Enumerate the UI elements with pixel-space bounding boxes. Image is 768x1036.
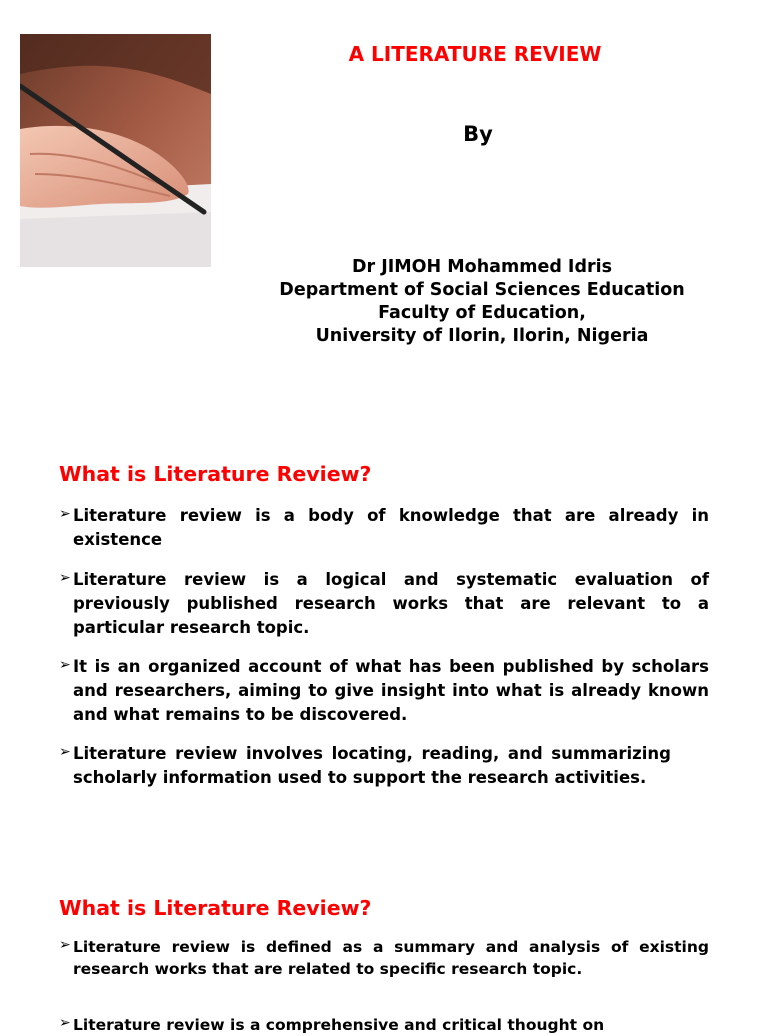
author-block <box>240 256 724 348</box>
writing-hand-image <box>20 34 211 267</box>
arrow-bullet-icon: ➢ <box>59 570 71 586</box>
bullet-item <box>59 1014 709 1036</box>
author-name: Dr JIMOH Mohammed Idris <box>351 257 613 277</box>
bullet-text: Literature review is a body of knowledge that are already in existence <box>73 506 709 549</box>
bullet-item <box>59 655 709 727</box>
bullet-item <box>59 504 709 552</box>
author-university: University of Ilorin, Ilorin, Nigeria <box>315 326 649 346</box>
author-faculty: Faculty of Education, <box>378 303 586 323</box>
bullet-text: Literature review is defined as a summary and analysis of existing research works that are related to specific research topic. <box>73 938 709 978</box>
section-heading: What is Literature Review? <box>59 896 372 920</box>
arrow-bullet-icon: ➢ <box>59 657 71 673</box>
bullet-item <box>59 568 709 640</box>
arrow-bullet-icon: ➢ <box>59 1015 71 1031</box>
bullet-item <box>59 936 709 980</box>
arrow-bullet-icon: ➢ <box>59 506 71 522</box>
page-title: A LITERATURE REVIEW <box>348 42 602 66</box>
bullet-text: Literature review is a comprehensive and critical thought on <box>73 1016 605 1034</box>
bullet-text: It is an organized account of what has been published by scholars and researchers, aiming to give insight into what is already known and what remains to be discovered. <box>73 657 709 724</box>
bullet-text: Literature review involves locating, reading, and summarizing scholarly information used to support the research activities. <box>73 744 671 787</box>
bullet-text: Literature review is a logical and systematic evaluation of previously published research works that are relevant to a particular research topic. <box>73 570 709 637</box>
author-department: Department of Social Sciences Education <box>279 280 685 300</box>
bullet-item <box>59 742 671 790</box>
writing-hand-photo <box>20 34 211 267</box>
arrow-bullet-icon: ➢ <box>59 744 71 760</box>
section-heading: What is Literature Review? <box>59 462 372 486</box>
arrow-bullet-icon: ➢ <box>59 937 71 953</box>
by-label: By <box>463 122 493 146</box>
